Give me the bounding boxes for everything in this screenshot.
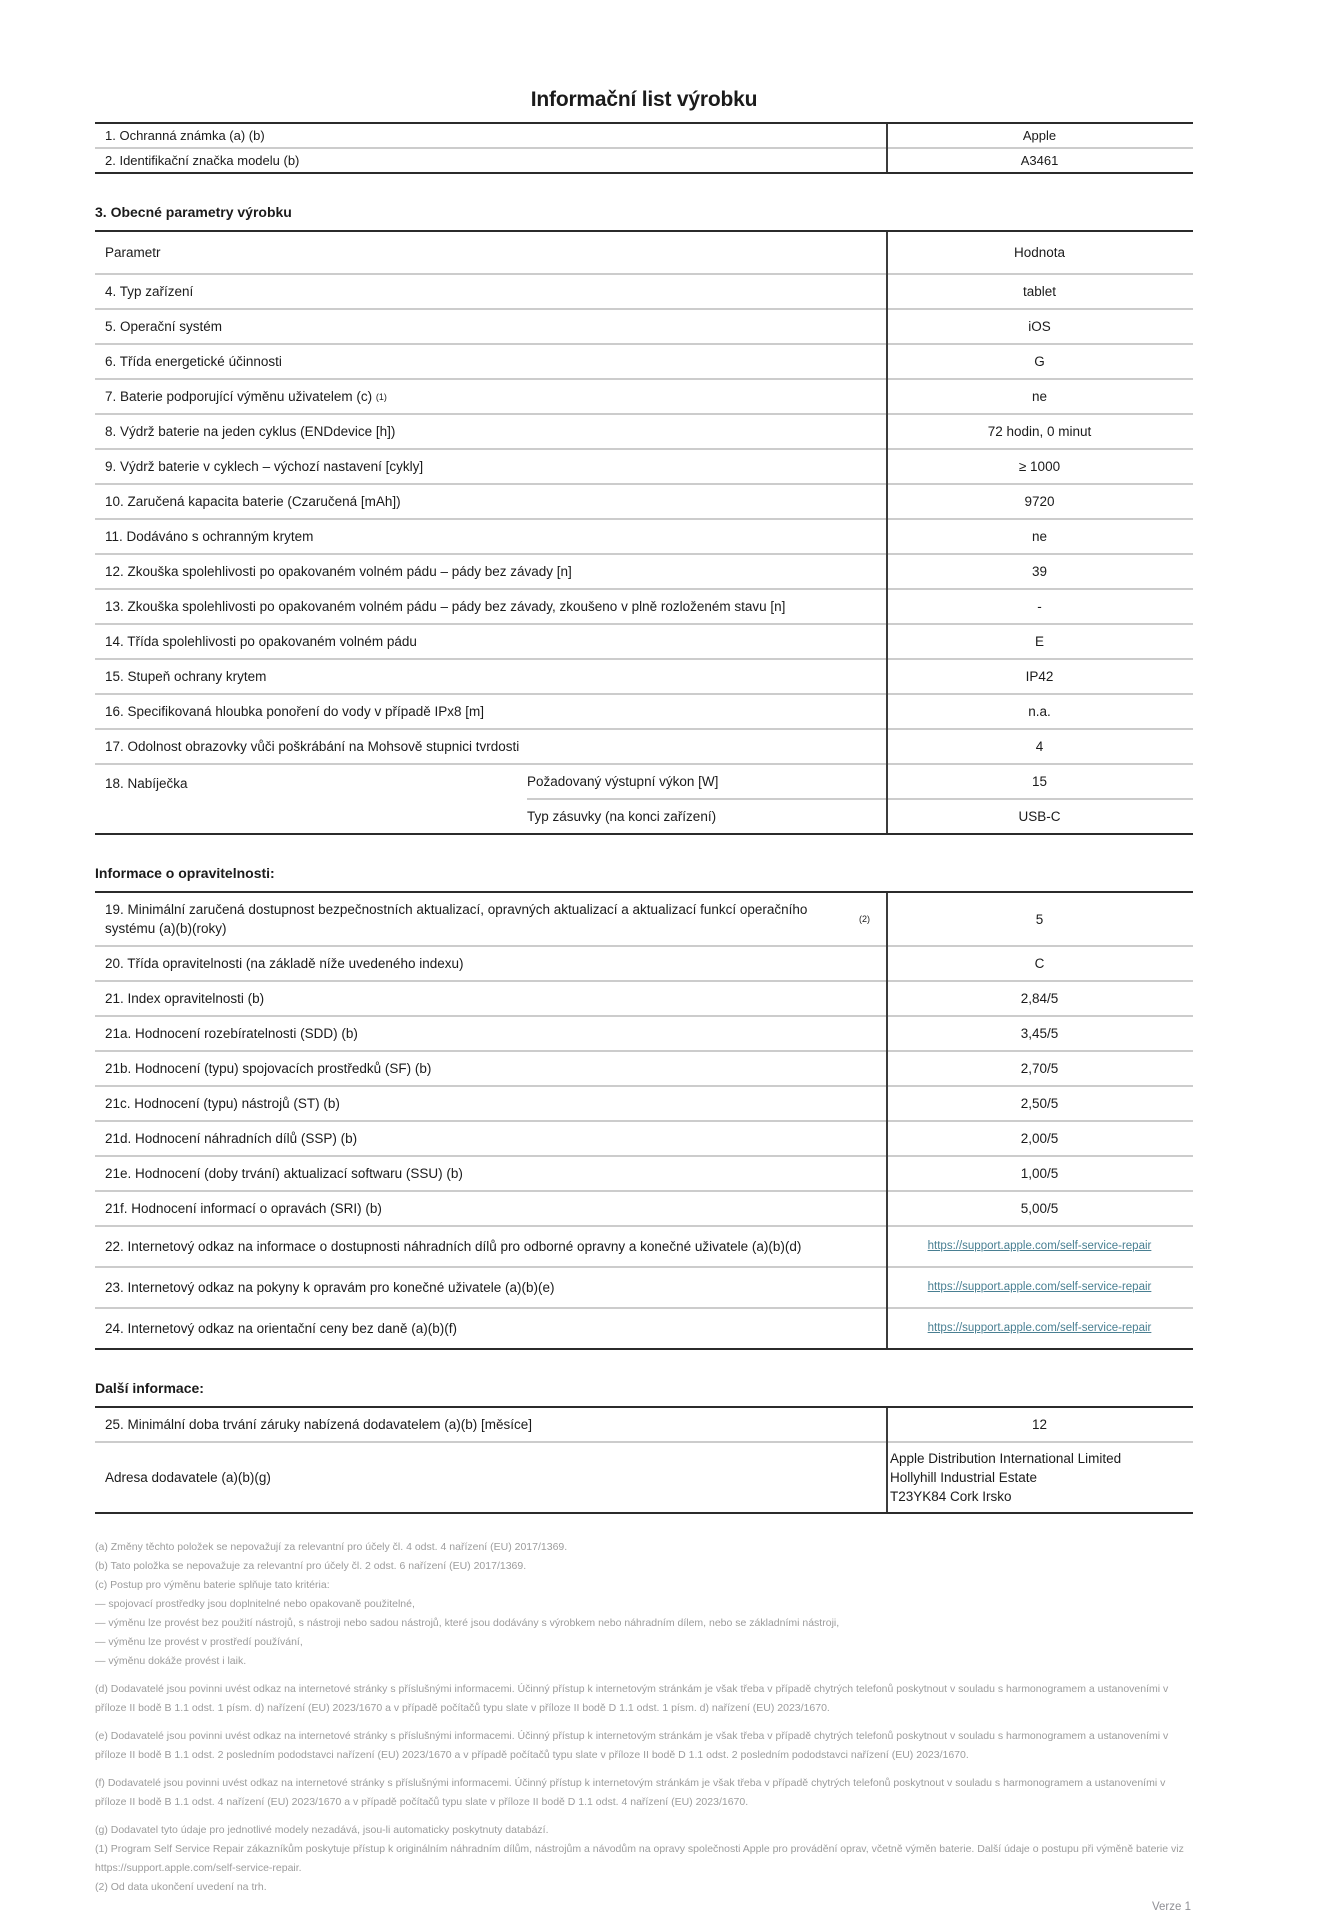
- table-row: [95, 1050, 1193, 1085]
- param-value: 4: [1035, 739, 1044, 754]
- price-info-link[interactable]: https://support.apple.com/self-service-repair: [927, 1322, 1152, 1334]
- param-label: 14. Třída spolehlivosti po opakovaném volném pádu: [105, 634, 417, 649]
- table-row: [95, 483, 1193, 518]
- param-value: G: [1034, 354, 1045, 369]
- param-label: 1. Ochranná známka (a) (b): [105, 128, 265, 143]
- param-value: ne: [1031, 389, 1048, 404]
- param-label-text: 7. Baterie podporující výměnu uživatelem (c): [105, 389, 373, 404]
- param-label: 15. Stupeň ochrany krytem: [105, 669, 267, 684]
- footnote: (b) Tato položka se nepovažuje za relevantní pro účely čl. 2 odst. 6 nařízení (EU) 2017/1369.: [95, 1560, 527, 1572]
- param-value: A3461: [1020, 153, 1059, 168]
- table-row: [95, 728, 1193, 763]
- supplier-address: [886, 1443, 1193, 1512]
- param-label: 17. Odolnost obrazovky vůči poškrábání na Mohsově stupnici tvrdosti: [105, 739, 520, 754]
- supplier-address-line: Hollyhill Industrial Estate: [890, 1470, 1038, 1485]
- repair-instructions-link[interactable]: https://support.apple.com/self-service-repair: [927, 1281, 1152, 1293]
- table-row: [95, 1155, 1193, 1190]
- table-row: [95, 448, 1193, 483]
- param-label: 8. Výdrž baterie na jeden cyklus (ENDdevice [h]): [105, 424, 396, 439]
- table-row: [95, 1120, 1193, 1155]
- param-label: 9. Výdrž baterie v cyklech – výchozí nastavení [cykly]: [105, 459, 424, 474]
- document-page: [95, 0, 1193, 1913]
- table-row: [95, 945, 1193, 980]
- charger-sub-rows: [527, 765, 1193, 833]
- param-label: 5. Operační systém: [105, 319, 223, 334]
- charger-sub-row: [527, 765, 1193, 798]
- footnote: (d) Dodavatelé jsou povinni uvést odkaz na internetové stránky s příslušnými informacemi. Účinný přístup k internetovým stránkám je však třeba v případě chytrých telefonů poskytnout v souladu s harmonogramem a ustanoveními v příloze II bodě B 1.1 odst. 1 písm. d) nařízení (EU) 2023/1670 a v případě počítačů typu slate v příloze II bodě D 1.1 odst. 1 písm. d) nařízení (EU) 2023/1670.: [95, 1683, 1169, 1714]
- footnote: — výměnu lze provést v prostředí používání,: [95, 1636, 303, 1648]
- section-heading-repairability: Informace o opravitelnosti:: [95, 865, 275, 881]
- charger-row: [95, 763, 1193, 833]
- table-row: [95, 980, 1193, 1015]
- table-row: [95, 378, 1193, 413]
- param-label: 21b. Hodnocení (typu) spojovacích prostředků (SF) (b): [105, 1061, 432, 1076]
- param-value: [886, 1227, 1193, 1266]
- footnote: (e) Dodavatelé jsou povinni uvést odkaz na internetové stránky s příslušnými informacemi. Účinný přístup k internetovým stránkám je však třeba v případě chytrých telefonů poskytnout v souladu s harmonogramem a ustanoveními v příloze II bodě B 1.1 odst. 2 posledním pododstavci nařízení (EU) 2023/1670 a v případě počítačů typu slate v příloze II bodě D 1.1 odst. 2 posledním pododstavci nařízení (EU) 2023/1670.: [95, 1730, 1169, 1761]
- param-label: 4. Typ zařízení: [105, 284, 194, 299]
- param-value: ≥ 1000: [1018, 459, 1061, 474]
- version-label: Verze 1: [1152, 1901, 1191, 1913]
- table-header-row: [95, 232, 1193, 273]
- table-row: [95, 588, 1193, 623]
- table-row: [95, 1266, 1193, 1307]
- param-label: 22. Internetový odkaz na informace o dostupnosti náhradních dílů pro odborné opravny a konečné uživatele (a)(b)(d): [105, 1239, 802, 1254]
- param-label: 6. Třída energetické účinnosti: [105, 354, 282, 369]
- param-value: 9720: [1024, 494, 1055, 509]
- footnote: (a) Změny těchto položek se nepovažují za relevantní pro účely čl. 4 odst. 4 nařízení (EU) 2017/1369.: [95, 1541, 568, 1553]
- footnote: (c) Postup pro výměnu baterie splňuje tato kritéria:: [95, 1579, 330, 1591]
- table-row: [95, 1441, 1193, 1512]
- param-value: 72 hodin, 0 minut: [987, 424, 1092, 439]
- table-row: [95, 1085, 1193, 1120]
- additional-info-table: [95, 1406, 1193, 1514]
- param-label: 7. Baterie podporující výměnu uživatelem (c) (1): [105, 389, 387, 404]
- section-heading-additional: Další informace:: [95, 1380, 204, 1396]
- param-value: 12: [1031, 1417, 1048, 1432]
- footnotes-block: [95, 1538, 1193, 1897]
- param-value: ne: [1031, 529, 1048, 544]
- param-label: 24. Internetový odkaz na orientační ceny bez daně (a)(b)(f): [105, 1321, 457, 1336]
- footnote: — výměnu dokáže provést i laik.: [95, 1655, 247, 1667]
- column-header-hodnota: Hodnota: [1013, 245, 1066, 260]
- table-row: [95, 518, 1193, 553]
- table-row: [95, 1307, 1193, 1348]
- param-value: C: [1034, 956, 1045, 971]
- param-value: 1,00/5: [1020, 1166, 1059, 1181]
- table-row: [95, 1015, 1193, 1050]
- table-row: [95, 658, 1193, 693]
- general-parameters-table: [95, 230, 1193, 835]
- param-label: 21c. Hodnocení (typu) nástrojů (ST) (b): [105, 1096, 340, 1111]
- charger-label: 18. Nabíječka: [105, 776, 188, 791]
- table-row: [95, 1408, 1193, 1441]
- footnote: (2) Od data ukončení uvedení na trh.: [95, 1881, 267, 1893]
- param-label: 21f. Hodnocení informací o opravách (SRI) (b): [105, 1201, 382, 1216]
- spare-parts-link[interactable]: https://support.apple.com/self-service-repair: [927, 1240, 1152, 1252]
- param-value: 2,84/5: [1020, 991, 1059, 1006]
- footnote: (g) Dodavatel tyto údaje pro jednotlivé modely nezadává, jsou-li automaticky poskytnuty databází.: [95, 1824, 549, 1836]
- sub-param-label: Požadovaný výstupní výkon [W]: [527, 774, 719, 789]
- table-row: [95, 553, 1193, 588]
- sub-param-value: USB-C: [1018, 809, 1061, 824]
- supplier-address-line: T23YK84 Cork Irsko: [890, 1489, 1012, 1504]
- param-value: [886, 1309, 1193, 1348]
- column-header-parametr: Parametr: [105, 245, 161, 260]
- footnote: — výměnu lze provést bez použití nástrojů, s nástroji nebo sadou nástrojů, které jsou dodávány s výrobkem nebo náhradním dílem, nebo se základními nástroji,: [95, 1617, 840, 1629]
- page-title: Informační list výrobku: [530, 88, 758, 111]
- param-value: 39: [1031, 564, 1048, 579]
- param-label: 2. Identifikační značka modelu (b): [105, 153, 300, 168]
- product-id-table: [95, 122, 1193, 174]
- param-label: 21a. Hodnocení rozebíratelnosti (SDD) (b): [105, 1026, 358, 1041]
- charger-sub-row: [527, 798, 1193, 833]
- section-heading-general: 3. Obecné parametry výrobku: [95, 204, 292, 220]
- param-label: 19. Minimální zaručená dostupnost bezpečnostních aktualizací, opravných aktualizací a aktualizací funkcí operačního systému (a)(b)(roky) (2): [105, 902, 870, 936]
- table-row: [95, 147, 1193, 172]
- param-label: 20. Třída opravitelnosti (na základě níže uvedeného indexu): [105, 956, 464, 971]
- table-row: [95, 124, 1193, 147]
- param-label: Adresa dodavatele (a)(b)(g): [105, 1470, 271, 1485]
- table-row: [95, 693, 1193, 728]
- supplier-address-line: Apple Distribution International Limited: [890, 1451, 1122, 1466]
- param-value: 2,50/5: [1020, 1096, 1059, 1111]
- param-label: 10. Zaručená kapacita baterie (Czaručená [mAh]): [105, 494, 401, 509]
- table-row: [95, 623, 1193, 658]
- param-value: [886, 1268, 1193, 1307]
- param-value: iOS: [1028, 319, 1051, 334]
- param-value: 5,00/5: [1020, 1201, 1059, 1216]
- param-value: -: [1037, 599, 1042, 614]
- table-row: [95, 413, 1193, 448]
- table-row: [95, 1225, 1193, 1266]
- table-row: [95, 343, 1193, 378]
- table-row: [95, 308, 1193, 343]
- param-value: 2,70/5: [1020, 1061, 1059, 1076]
- param-label: 21e. Hodnocení (doby trvání) aktualizací softwaru (SSU) (b): [105, 1166, 463, 1181]
- param-value: IP42: [1025, 669, 1054, 684]
- param-value: n.a.: [1028, 704, 1051, 719]
- param-label: 16. Specifikovaná hloubka ponoření do vody v případě IPx8 [m]: [105, 704, 484, 719]
- param-label: 12. Zkouška spolehlivosti po opakovaném volném pádu – pády bez závady [n]: [105, 564, 572, 579]
- param-label: 13. Zkouška spolehlivosti po opakovaném volném pádu – pády bez závady, zkoušeno v plně rozloženém stavu [n]: [105, 599, 786, 614]
- footnote: (f) Dodavatelé jsou povinni uvést odkaz na internetové stránky s příslušnými informacemi. Účinný přístup k internetovým stránkám je však třeba v případě chytrých telefonů poskytnout v souladu s harmonogramem a ustanoveními v příloze II bodě B 1.1 odst. 4 nařízení (EU) 2023/1670 a v případě počítačů typu slate v příloze II bodě D 1.1 odst. 4 nařízení (EU) 2023/1670.: [95, 1777, 1166, 1808]
- param-value: E: [1034, 634, 1044, 649]
- table-row: [95, 273, 1193, 308]
- sub-param-label: Typ zásuvky (na konci zařízení): [527, 809, 717, 824]
- param-value: 2,00/5: [1020, 1131, 1059, 1146]
- param-label: 21. Index opravitelnosti (b): [105, 991, 265, 1006]
- param-value: 5: [1035, 911, 1044, 927]
- param-label: 23. Internetový odkaz na pokyny k opravám pro konečné uživatele (a)(b)(e): [105, 1280, 555, 1295]
- param-label: 11. Dodáváno s ochranným krytem: [105, 529, 314, 544]
- param-value: tablet: [1022, 284, 1057, 299]
- sub-param-value: 15: [1031, 774, 1048, 789]
- param-label: 25. Minimální doba trvání záruky nabízená dodavatelem (a)(b) [měsíce]: [105, 1417, 532, 1432]
- table-row: [95, 1190, 1193, 1225]
- param-label: 21d. Hodnocení náhradních dílů (SSP) (b): [105, 1131, 358, 1146]
- param-value: Apple: [1022, 128, 1057, 143]
- repairability-table: [95, 891, 1193, 1350]
- footnote: (1) Program Self Service Repair zákazníkům poskytuje přístup k originálním náhradním dílům, nástrojům a návodům na opravy společnosti Apple pro provádění oprav, včetně výměn baterie. Další údaje o postupu při výměně baterie viz https://support.apple.com/self-service-repair.: [95, 1843, 1184, 1874]
- param-value: 3,45/5: [1020, 1026, 1059, 1041]
- footnote: — spojovací prostředky jsou doplnitelné nebo opakovaně použitelné,: [95, 1598, 415, 1610]
- table-row: [95, 893, 1193, 945]
- param-label-text: 19. Minimální zaručená dostupnost bezpečnostních aktualizací, opravných aktualizací a aktualizací funkcí operačního systému (a)(b)(roky): [105, 902, 808, 936]
